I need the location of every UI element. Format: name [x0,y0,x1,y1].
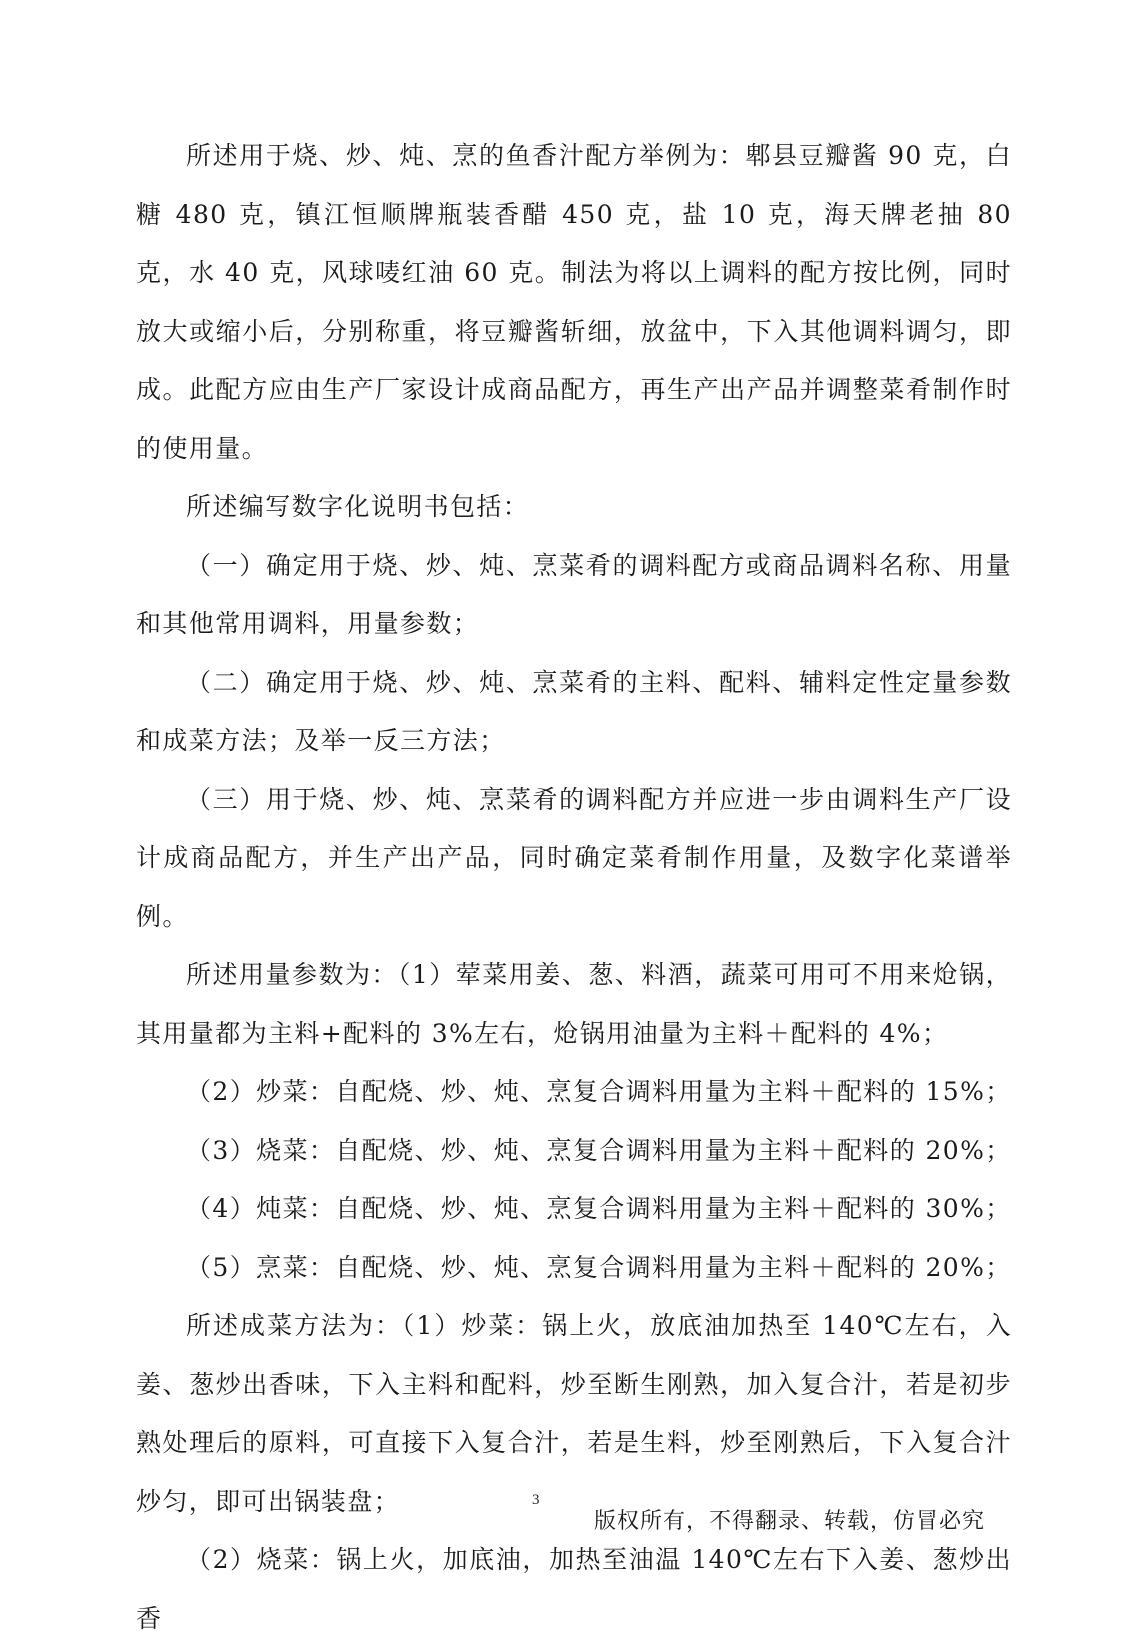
paragraph-item-1: （一）确定用于烧、炒、炖、烹菜肴的调料配方或商品调料名称、用量和其他常用调料，用量参数； [136,550,1012,638]
paragraph-dosage-params: 所述用量参数为：（1）荤菜用姜、葱、料酒，蔬菜可用可不用来炝锅，其用量都为主料+配料的 3%左右，炝锅用油量为主料＋配料的 4%； [136,960,1012,1048]
paragraph-cooking-method-braise: （2）烧菜：锅上火，加底油，加热至油温 140℃左右下入姜、葱炒出香 [136,1545,1012,1633]
page-number: 3 [532,1492,540,1508]
paragraph-item-2: （二）确定用于烧、炒、炖、烹菜肴的主料、配料、辅料定性定量参数和成菜方法；及举一反三方法； [136,667,1012,755]
paragraph-manual-intro: 所述编写数字化说明书包括： [186,492,530,521]
paragraph-item-3: （三）用于烧、炒、炖、烹菜肴的调料配方并应进一步由调料生产厂设计成商品配方，并生产出产品，同时确定菜肴制作用量，及数字化菜谱举例。 [136,784,1012,931]
paragraph-dosage-braise: （3）烧菜：自配烧、炒、炖、烹复合调料用量为主料＋配料的 20%； [186,1135,1012,1165]
paragraph-cooking-method-stir-fry: 所述成菜方法为：（1）炒菜：锅上火，放底油加热至 140℃左右，入姜、葱炒出香味，下入主料和配料，炒至断生刚熟，加入复合汁，若是初步熟处理后的原料，可直接下入复合汁，若是生料，炒至刚熟后，下入复合汁炒匀，即可出锅装盘； [136,1311,1012,1516]
paragraph-dosage-peng: （5）烹菜：自配烧、炒、炖、烹复合调料用量为主料＋配料的 20%； [186,1252,1012,1282]
document-body [136,127,1012,1648]
copyright-notice: 版权所有，不得翻录、转载，仿冒必究 [594,1509,986,1534]
paragraph-dosage-stew: （4）炖菜：自配烧、炒、炖、烹复合调料用量为主料＋配料的 30%； [186,1194,1012,1223]
paragraph-dosage-stir-fry: （2）炒菜：自配烧、炒、炖、烹复合调料用量为主料＋配料的 15%； [186,1077,1012,1106]
paragraph-yuxiang-recipe: 所述用于烧、炒、炖、烹的鱼香汁配方举例为：郫县豆瓣酱 90 克，白糖 480 克，镇江恒顺牌瓶装香醋 450 克，盐 10 克，海天牌老抽 80 克，水 40 克，风球唛红油 60 克。制法为将以上调料的配方按比例，同时放大或缩小后，分别称重，将豆瓣酱斩细，放盆中，下入其他调料调匀，即成。此配方应由生产厂家设计成商品配方，再生产出产品并调整菜肴制作时的使用量。 [136,141,1012,463]
